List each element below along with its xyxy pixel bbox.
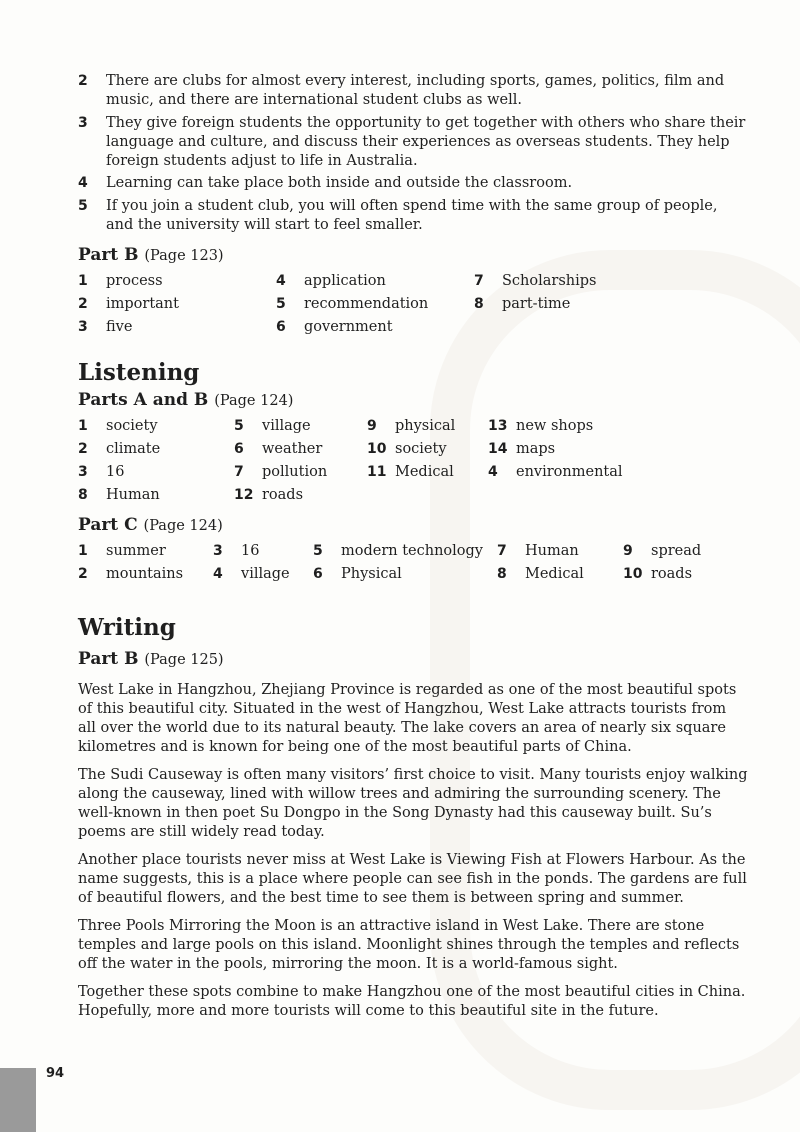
answer-cell [367, 440, 488, 459]
page-number: 94 [46, 1066, 65, 1081]
answer-cell [313, 542, 497, 561]
answer-text: summer [106, 542, 166, 559]
answer-cell [78, 295, 276, 314]
answer-text: Medical [395, 463, 454, 480]
page-content [78, 72, 748, 1030]
answer-number: 5 [276, 295, 286, 312]
answer-number: 9 [367, 417, 377, 434]
item-number: 3 [78, 114, 88, 131]
reading-answers-list [78, 72, 748, 235]
answer-number: 6 [234, 440, 244, 457]
answer-number: 8 [474, 295, 484, 312]
answer-cell [234, 463, 367, 482]
answer-text: important [106, 295, 179, 312]
parts-ab-title [78, 390, 748, 410]
answer-number: 4 [276, 272, 286, 289]
list-item [78, 197, 748, 235]
answer-cell [474, 295, 674, 314]
essay-paragraph: West Lake in Hangzhou, Zhejiang Province is regarded as one of the most beautiful spots of this beautiful city. Situated in the west of Hangzhou, West Lake attracts tourists from all over the world due to its natural beauty. The lake covers an area of nearly six square kilometres and is known for being one of the most beautiful parts of China. [78, 681, 737, 755]
answer-text: society [106, 417, 158, 434]
list-item [78, 72, 748, 110]
answer-cell [367, 463, 488, 482]
part-title-text: Part B [78, 244, 139, 265]
answer-text: environmental [516, 463, 623, 480]
answer-cell [78, 417, 234, 436]
answer-text: 16 [106, 463, 125, 480]
answer-cell [78, 318, 276, 337]
parts-ab-answers-grid [78, 417, 748, 505]
answer-number: 13 [488, 417, 508, 434]
answer-text: weather [262, 440, 323, 457]
answer-text: physical [395, 417, 456, 434]
answer-text: 16 [241, 542, 260, 559]
answer-text: spread [651, 542, 702, 559]
essay-paragraph: Three Pools Mirroring the Moon is an attractive island in West Lake. There are stone temples and large pools on this island. Moonlight shines through the temples and reflects off the water in the pools, mirroring the moon. It is a world-famous sight. [78, 917, 740, 972]
item-text: There are clubs for almost every interest, including sports, games, politics, film and music, and there are international student clubs as well. [106, 73, 725, 108]
answer-number: 3 [78, 318, 88, 335]
part-c-title [78, 515, 748, 535]
part-title-text: Part B [78, 648, 139, 669]
answer-cell [78, 440, 234, 459]
answer-text: village [262, 417, 311, 434]
answer-cell [234, 486, 367, 505]
page-ref: (Page 124) [214, 392, 294, 409]
answer-number: 7 [234, 463, 244, 480]
answer-number: 6 [313, 565, 323, 582]
item-text: Learning can take place both inside and outside the classroom. [106, 175, 573, 191]
answer-text: village [241, 565, 290, 582]
answer-text: recommendation [304, 295, 429, 312]
essay-paragraph: Together these spots combine to make Hangzhou one of the most beautiful cities in China. Hopefully, more and more tourists will come to this beautiful site in the future. [78, 983, 746, 1019]
answer-cell [276, 295, 474, 314]
answer-text: five [106, 318, 133, 335]
answer-text: mountains [106, 565, 184, 582]
answer-cell [276, 318, 474, 337]
answer-number: 10 [367, 440, 387, 457]
answer-text: pollution [262, 463, 328, 480]
answer-cell [497, 565, 623, 584]
answer-number: 1 [78, 272, 88, 289]
answer-cell [488, 440, 608, 459]
answer-number: 14 [488, 440, 508, 457]
answer-cell [497, 542, 623, 561]
answer-cell [367, 417, 488, 436]
answer-text: application [304, 272, 386, 289]
answer-number: 2 [78, 440, 88, 457]
item-number: 4 [78, 175, 88, 191]
item-text: They give foreign students the opportunity to get together with others who share their language and culture, and discuss their experiences as overseas students. They help foreign students adjust to life in Australia. [106, 114, 746, 169]
answer-number: 2 [78, 295, 88, 312]
part-b-reading-title [78, 245, 748, 265]
answer-text: roads [651, 565, 693, 582]
answer-cell [623, 542, 733, 561]
answer-text: climate [106, 440, 161, 457]
answer-text: part-time [502, 295, 571, 312]
page-ref: (Page 123) [144, 247, 224, 264]
footer-bar [0, 1068, 36, 1132]
answer-number: 12 [234, 486, 254, 503]
writing-part-b-title [78, 649, 748, 669]
answer-number: 4 [213, 565, 223, 582]
answer-cell [276, 272, 474, 291]
page-ref: (Page 124) [143, 517, 223, 534]
answer-cell [313, 565, 497, 584]
answer-cell [213, 542, 313, 561]
answer-number: 5 [313, 542, 323, 559]
answer-text: roads [262, 486, 304, 503]
listening-heading: Listening [78, 358, 200, 386]
list-item [78, 114, 748, 171]
answer-cell [213, 565, 313, 584]
answer-number: 2 [78, 565, 88, 582]
answer-cell [78, 565, 213, 584]
answer-text: Human [106, 486, 160, 503]
part-b-answers-grid [78, 272, 748, 337]
answer-cell [78, 272, 276, 291]
answer-text: government [304, 318, 393, 335]
essay-paragraph: The Sudi Causeway is often many visitors’ first choice to visit. Many tourists enjoy walking along the causeway, lined with willow trees and admiring the surrounding scenery. The well-known in then poet Su Dongpo in the Song Dynasty had this causeway built. Su’s poems are still widely read today. [78, 766, 748, 840]
answer-cell [78, 542, 213, 561]
answer-cell [234, 417, 367, 436]
answer-number: 9 [623, 542, 633, 559]
essay-paragraph: Another place tourists never miss at West Lake is Viewing Fish at Flowers Harbour. As the name suggests, this is a place where people can see fish in the ponds. The gardens are full of beautiful flowers, and the best time to see them is between spring and summer. [78, 851, 747, 906]
answer-text: Physical [341, 565, 402, 582]
part-title-text: Part C [78, 514, 138, 535]
item-number: 5 [78, 197, 88, 214]
page-ref: (Page 125) [144, 651, 224, 668]
answer-number: 1 [78, 542, 88, 559]
answer-number: 1 [78, 417, 88, 434]
essay [78, 681, 748, 1021]
answer-cell [78, 463, 234, 482]
item-number: 2 [78, 73, 88, 89]
answer-text: maps [516, 440, 556, 457]
answer-text: process [106, 272, 163, 289]
answer-cell [488, 463, 623, 482]
answer-number: 3 [213, 542, 223, 559]
item-text: If you join a student club, you will often spend time with the same group of people, and the university will start to feel smaller. [106, 197, 718, 233]
answer-number: 5 [234, 417, 244, 434]
part-title-text: Parts A and B [78, 389, 209, 410]
answer-number: 8 [78, 486, 88, 503]
part-c-answers-grid [78, 542, 748, 584]
answer-text: Human [525, 542, 579, 559]
answer-number: 10 [623, 565, 643, 582]
answer-number: 4 [488, 463, 498, 480]
answer-text: society [395, 440, 447, 457]
answer-number: 7 [497, 542, 507, 559]
answer-number: 11 [367, 463, 387, 480]
answer-number: 6 [276, 318, 286, 335]
answer-text: new shops [516, 417, 594, 434]
writing-heading: Writing [78, 613, 176, 641]
answer-cell [78, 486, 234, 505]
answer-text: Medical [525, 565, 584, 582]
answer-text: modern technology [341, 542, 483, 559]
answer-number: 7 [474, 272, 484, 289]
answer-cell [623, 565, 733, 584]
answer-cell [234, 440, 367, 459]
answer-cell [488, 417, 608, 436]
answer-cell [474, 272, 674, 291]
list-item [78, 174, 748, 193]
answer-number: 3 [78, 463, 88, 480]
answer-number: 8 [497, 565, 507, 582]
answer-text: Scholarships [502, 272, 597, 289]
